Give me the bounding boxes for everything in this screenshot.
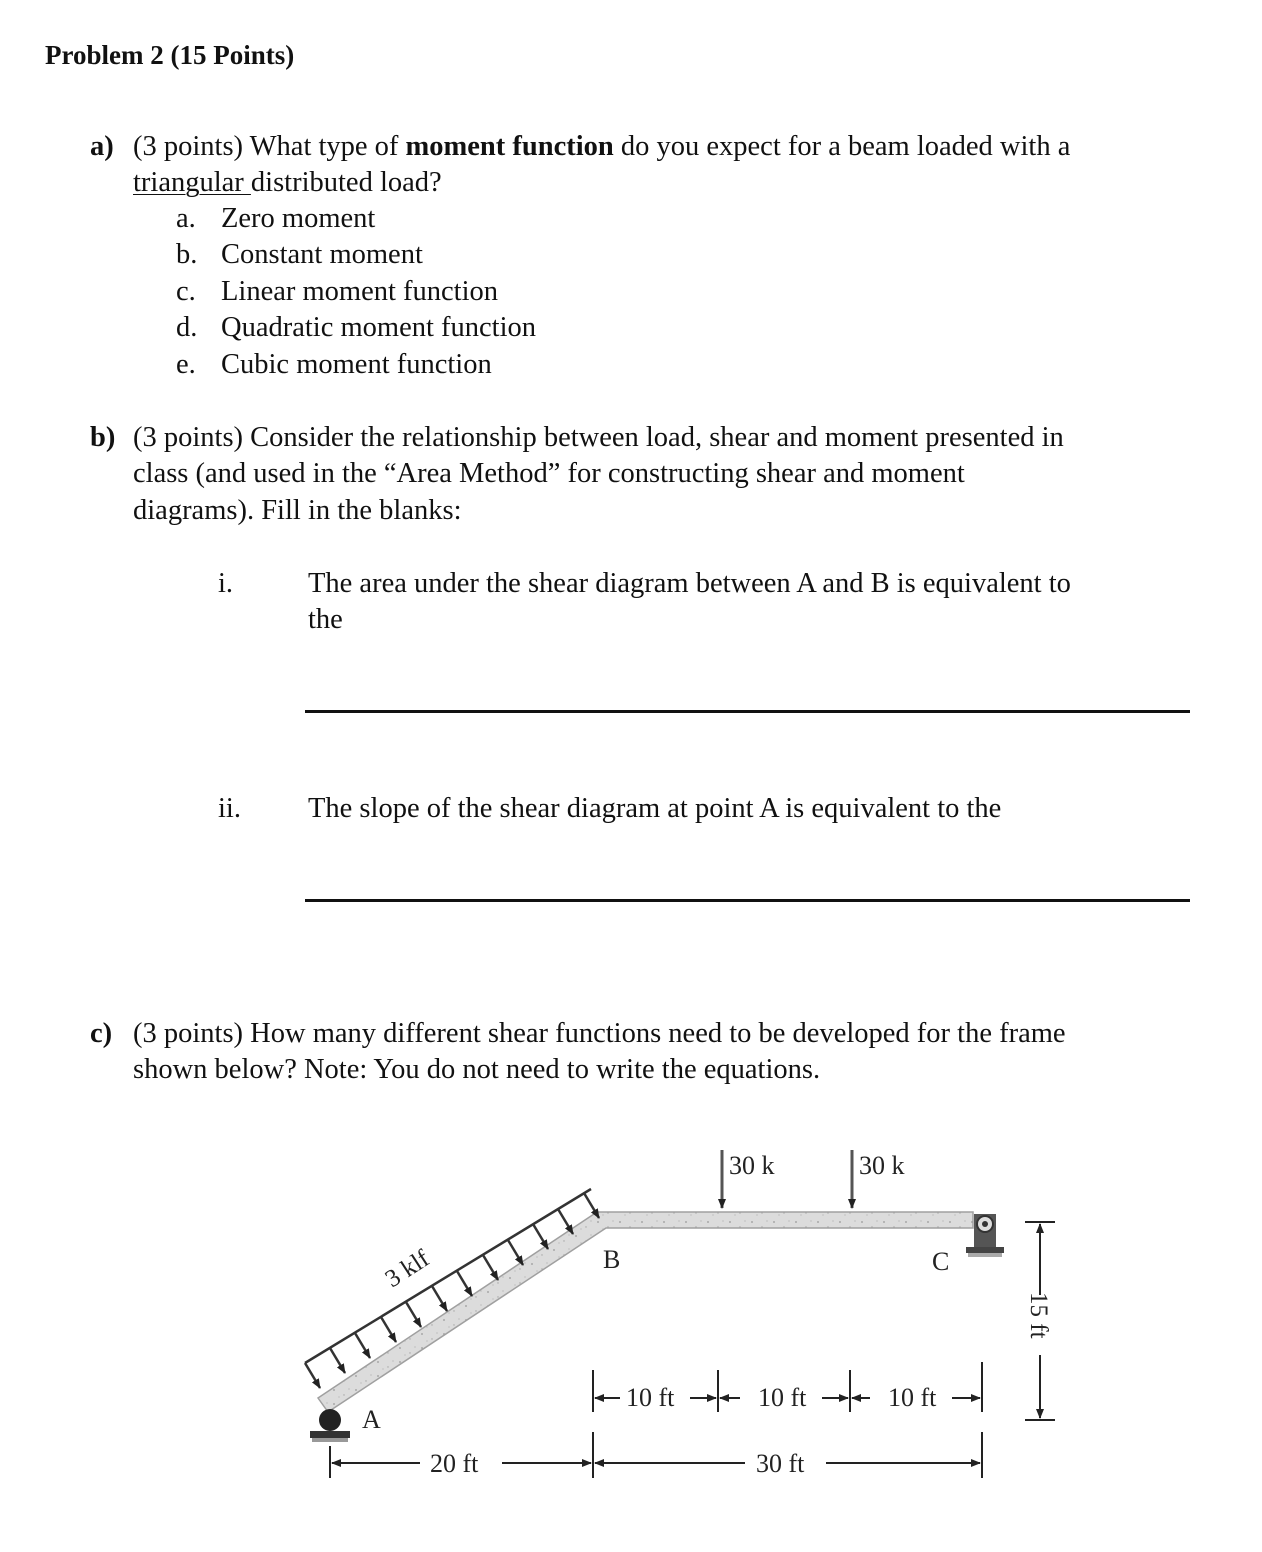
point-a-label: A xyxy=(362,1405,381,1434)
option-b-text: Constant moment xyxy=(221,239,423,270)
part-a-line2-post: distributed load? xyxy=(250,167,442,198)
part-b-line1: (3 points) Consider the relationship between load, shear and moment presented in xyxy=(133,422,1064,453)
dim-lower-row xyxy=(330,1432,982,1478)
option-a-text: Zero moment xyxy=(221,203,376,234)
part-b-line2: class (and used in the “Area Method” for constructing shear and moment xyxy=(133,458,965,489)
point-load-label-1: 30 k xyxy=(729,1151,775,1180)
item-i-numeral: i. xyxy=(218,568,234,599)
item-i-line1: The area under the shear diagram between A and B is equivalent to xyxy=(308,568,1071,599)
option-c-letter: c. xyxy=(176,276,196,307)
option-b-letter: b. xyxy=(176,239,198,270)
part-a-line1-bold: moment function xyxy=(405,131,614,162)
dim-30ft-label: 30 ft xyxy=(756,1449,805,1478)
pin-support-a xyxy=(310,1409,350,1442)
part-a-line2-underlined: triangular xyxy=(133,167,251,198)
part-b-label: b) xyxy=(90,422,116,453)
point-b-label: B xyxy=(603,1245,621,1274)
part-b-line3: diagrams). Fill in the blanks: xyxy=(133,495,462,526)
part-a-line1-pre: (3 points) What type of xyxy=(133,131,406,162)
point-c-label: C xyxy=(932,1247,950,1276)
option-a-letter: a. xyxy=(176,203,196,234)
option-d-text: Quadratic moment function xyxy=(221,312,536,343)
item-i-line2: the xyxy=(308,604,343,635)
dim-10ft-label-3: 10 ft xyxy=(888,1383,937,1412)
option-c-text: Linear moment function xyxy=(221,276,498,307)
dim-10ft-label-2: 10 ft xyxy=(758,1383,807,1412)
item-ii-line1: The slope of the shear diagram at point A is equivalent to the xyxy=(308,793,1002,824)
distributed-load-label: 3 klf xyxy=(380,1245,435,1294)
dim-10ft-label-1: 10 ft xyxy=(626,1383,675,1412)
option-e-text: Cubic moment function xyxy=(221,349,492,380)
option-e-letter: e. xyxy=(176,349,196,380)
point-load-label-2: 30 k xyxy=(859,1151,905,1180)
part-a-line1-post: do you expect for a beam loaded with a xyxy=(613,131,1071,162)
dim-15ft-label: 15 ft xyxy=(1025,1292,1052,1339)
part-c-line1: (3 points) How many different shear functions need to be developed for the frame xyxy=(133,1018,1066,1049)
part-a-label: a) xyxy=(90,131,114,162)
distributed-load-arrows xyxy=(305,1189,599,1388)
part-c-line2: shown below? Note: You do not need to write the equations. xyxy=(133,1054,821,1085)
frame-member xyxy=(318,1212,973,1412)
problem-title: Problem 2 (15 Points) xyxy=(45,40,295,70)
part-c-label: c) xyxy=(90,1018,113,1049)
dim-20ft-label: 20 ft xyxy=(430,1449,479,1478)
option-d-letter: d. xyxy=(176,312,198,343)
item-ii-numeral: ii. xyxy=(218,793,241,824)
